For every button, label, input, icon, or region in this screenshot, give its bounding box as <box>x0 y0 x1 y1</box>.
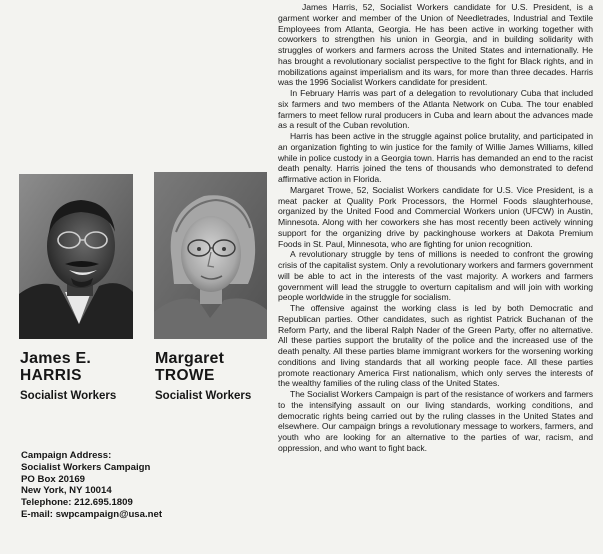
trowe-photo <box>154 172 267 339</box>
paragraph-police-brutality: Harris has been active in the struggle against police brutality, and participated in an organization fighting to win justice for the family of Willie James Williams, killed while in police custody in a Georgia town. Harris has demanded an end to the racist death penalty. Harris joined the tens of thousands who demonstrated to defend affirmative action in Florida. <box>278 131 593 184</box>
trowe-portrait-image <box>154 172 267 339</box>
address-org: Socialist Workers Campaign <box>21 461 151 473</box>
trowe-party: Socialist Workers <box>155 390 252 402</box>
paragraph-trowe-bio: Margaret Trowe, 52, Socialist Workers candidate for U.S. Vice President, is a meat packer at Quality Pork Processors, the Hormel Foods slaughterhouse, organized by the United Food and Commercial Workers union (UFCW) in Austin, Minnesota. Along with her coworkers she has most recently been actively winning support for the organizing drive by packinghouse workers at Dakota Premium Foods in St. Paul, Minnesota, who are fighting for union recognition. <box>278 184 593 249</box>
body-text-column <box>278 2 593 454</box>
harris-party: Socialist Workers <box>20 390 117 402</box>
address-heading: Campaign Address: <box>21 450 112 461</box>
address-phone: Telephone: 212.695.1809 <box>21 497 133 509</box>
paragraph-campaign-resistance: The Socialist Workers Campaign is part of the resistance of workers and farmers to the intensifying assault on our living standards, working conditions, and democratic rights being carried out by the ruling classes in the United States and elsewhere. Our campaign brings a revolutionary message to workers, farmers, and youth who are looking for an alternative to the parties of war, racism, and oppression, and who want to fight back. <box>278 389 593 453</box>
address-po-box: PO Box 20169 <box>21 473 85 485</box>
harris-portrait-image <box>19 174 133 339</box>
paragraph-offensive: The offensive against the working class is led by both Democratic and Republican parties. Other candidates, such as rightist Patrick Buchanan of the Reform Party, and the liberal Ralph Nader of the Green Party, offer no alternative. All these parties support the brutality of the police and the increased use of the death penalty. All these parties blame immigrant workers for the worsening working conditions and living standards that all working people face. All these parties promote reactionary America First nationalism, which only serves the interests of the wealthy families of the ruling class of the United States. <box>278 303 593 389</box>
trowe-name-block <box>155 350 275 403</box>
paragraph-harris-bio: James Harris, 52, Socialist Workers candidate for U.S. President, is a garment worker and member of the Union of Needletrades, Industrial and Textile Employees from Atlanta, Georgia. He has been active in working together with coworkers to strengthen his union in Georgia, and in building solidarity with struggles of workers and farmers across the United States and internationally. He has brought a revolutionary socialist perspective to the fight for Black rights, and in mobilizations against imperialism and its wars, for more than three decades. Harris was the 1996 Socialist Workers candidate for president. <box>278 2 593 88</box>
address-email[interactable]: E-mail: swpcampaign@usa.net <box>21 508 163 520</box>
paragraph-cuba-delegation: In February Harris was part of a delegation to revolutionary Cuba that included six farmers and two members of the Atlanta Network on Cuba. The tour enabled farmers to meet fellow rural producers in Cuba and learn about the advances made as a result of the Cuban revolution. <box>278 88 593 131</box>
address-city: New York, NY 10014 <box>21 485 112 497</box>
harris-photo <box>19 174 133 339</box>
harris-first-name: James E. <box>20 350 91 367</box>
trowe-first-name: Margaret <box>155 350 225 367</box>
trowe-last-name: TROWE <box>155 367 215 384</box>
campaign-address <box>21 450 221 521</box>
harris-last-name: HARRIS <box>20 367 82 384</box>
harris-name-block <box>20 350 140 403</box>
paragraph-revolutionary-struggle: A revolutionary struggle by tens of millions is needed to confront the growing crisis of the capitalist system. Only a revolutionary workers and farmers government will be able to act in the interests of the vast majority. A workers and farmers government will lead the struggle to overturn capitalism and will join with working people worldwide in the struggle for socialism. <box>278 249 593 303</box>
